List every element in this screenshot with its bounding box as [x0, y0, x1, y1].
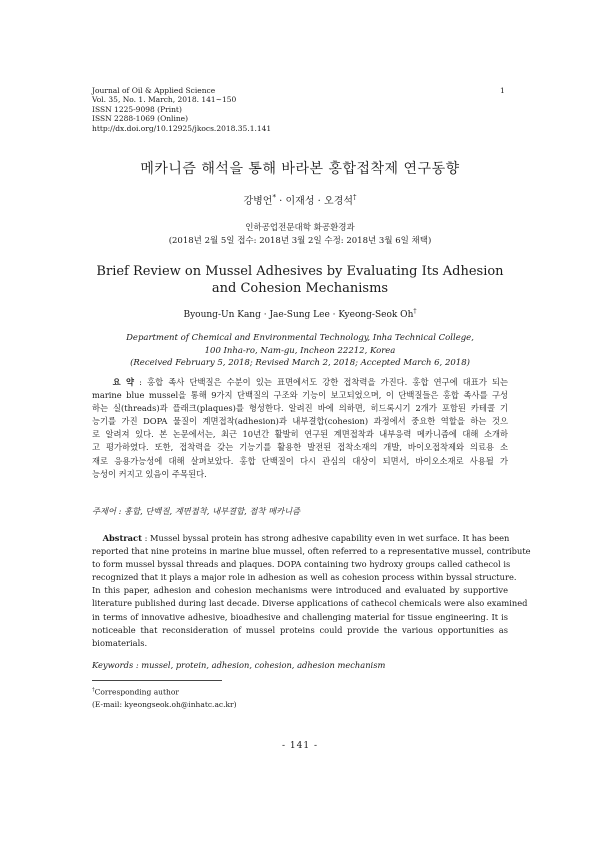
footnote	[92, 684, 237, 711]
abstract-en-line: recognized that it plays a major role in adhesion as well as cohesion process within byssal structure.	[92, 572, 517, 583]
abstract-en-line: reported that nine proteins in marine blue mussel, often referred to a representative mussel, contribute	[92, 546, 531, 557]
abstract-en-line: in terms of innovative adhesive, bioadhesive and challenging material for tissue engineering. It is	[92, 611, 508, 622]
footnote-email[interactable]: (E-mail: kyeongseok.oh@inhatc.ac.kr)	[92, 699, 237, 709]
footnote-mark: †	[92, 687, 95, 693]
keywords-korean: 주제어 : 홍합, 단백질, 계면접착, 내부결합, 접착 메카니즘	[92, 506, 301, 516]
author-3: 오경석	[324, 196, 354, 207]
header-page-number: 1	[500, 86, 505, 95]
aff-en-line-2: 100 Inha-ro, Nam-gu, Incheon 22212, Korea	[204, 345, 396, 356]
author-1: 강병언	[243, 196, 273, 207]
issn-online: ISSN 2288-1069 (Online)	[92, 114, 189, 124]
aff-en-line-3: (Received February 5, 2018; Revised March 2, 2018; Accepted March 6, 2018)	[130, 358, 470, 368]
abstract-ko-line: 요 약 : 홍합 족사 단백질은 수분이 있는 표면에서도 강한 접착력을 가진다. 홍합 연구에 대표가 되는	[112, 377, 509, 387]
journal-metadata	[92, 86, 271, 133]
footnote-divider	[92, 680, 222, 681]
paper-title-korean: 메카니즘 해석을 통해 바라본 홍합접착제 연구동향	[140, 161, 460, 177]
title-en-line-1: Brief Review on Mussel Adhesives by Evaluating Its Adhesion	[96, 264, 504, 279]
doi-link[interactable]: http://dx.doi.org/10.12925/jkocs.2018.35.1.141	[92, 123, 272, 133]
abstract-en-line: literature published during last decade. Diverse applications of cathecol chemicals were also examined	[92, 598, 528, 609]
footnote-line-1: †Corresponding author	[92, 687, 179, 697]
title-en-line-2: and Cohesion Mechanisms	[211, 281, 389, 296]
dates-ko-line: (2018년 2월 5일 접수: 2018년 3월 2일 수정: 2018년 3월 6일 채택)	[168, 235, 432, 246]
author-separator: ·	[275, 196, 286, 207]
affiliation-english	[0, 332, 600, 370]
author-separator: ·	[314, 196, 325, 207]
abstract-en-line: In this paper, adhesion and cohesion mechanisms were introduced and evaluated by supportive	[92, 585, 508, 596]
issn-print: ISSN 1225-9098 (Print)	[92, 104, 182, 114]
abstract-en-line: biomaterials.	[92, 637, 148, 648]
affiliation-korean	[0, 222, 600, 247]
aff-en-line-1: Department of Chemical and Environmental Technology, Inha Technical College,	[126, 333, 474, 343]
abstract-en-label: Abstract	[102, 533, 142, 543]
paper-title-english	[0, 263, 600, 297]
corresponding-mark: †	[353, 193, 357, 202]
footer-page-number: - 141 -	[282, 741, 318, 751]
journal-volume: Vol. 35, No. 1. March, 2018. 141~150	[92, 95, 237, 105]
abstract-en-line: noticeable that reconsideration of mussel proteins could provide the various opportunities as	[92, 624, 508, 635]
abstract-en-line: Abstract : Mussel byssal protein has strong adhesive capability even in wet surface. It has been	[102, 533, 510, 543]
authors-korean	[0, 192, 600, 207]
abstract-ko-label: 요 약	[112, 377, 135, 387]
keywords-english: Keywords : mussel, protein, adhesion, cohesion, adhesion mechanism	[92, 660, 386, 670]
abstract-ko-line: 고 평가하였다. 또한, 접착력을 갖는 기능기를 활용한 발전된 접착소재의 개발, 바이오접착제와 의료용 소	[92, 442, 508, 453]
author-1-mark: *	[272, 193, 276, 202]
authors-english	[0, 308, 600, 320]
abstract-ko-line: marine blue mussel을 통해 9가지 단백질의 구조와 기능이 보고되었으며, 이 단백질들은 홍합 족사를 구성	[92, 390, 508, 401]
corresponding-mark-en: †	[413, 308, 417, 315]
abstract-ko-line: 하는 실(threads)과 플래크(plaques)를 형성한다. 알려진 바에 의하면, 히드록시기 2개가 포함된 카테콜 기	[92, 403, 508, 414]
affiliation-ko-line: 인하공업전문대학 화공환경과	[245, 223, 355, 233]
journal-name: Journal of Oil & Applied Science	[92, 86, 216, 95]
abstract-ko-line: 재로 응용가능성에 대해 살펴보았다. 홍합 단백질이 다시 관심의 대상이 되면서, 바이오소재로 사용될 가	[92, 455, 508, 466]
abstract-ko-line: 로 알려져 있다. 본 논문에서는, 최근 10년간 활발히 연구된 계면접착과 내부응력 메카니즘에 대해 소개하	[92, 429, 508, 440]
abstract-en-line: to form mussel byssal threads and plaques. DOPA containing two hydroxy groups called cathecol is	[92, 559, 511, 570]
abstract-ko-line: 능기를 가진 DOPA 물질이 계면접착(adhesion)과 내부결합(cohesion) 과정에서 중요한 역할을 하는 것으	[92, 416, 508, 427]
abstract-ko-line: 능성이 커지고 있음이 주목된다.	[92, 468, 207, 479]
abstract-english	[92, 532, 531, 650]
abstract-korean	[92, 376, 508, 481]
author-2: 이재성	[285, 196, 315, 207]
authors-en-text: Byoung-Un Kang · Jae-Sung Lee · Kyeong-Seok Oh	[183, 310, 414, 320]
